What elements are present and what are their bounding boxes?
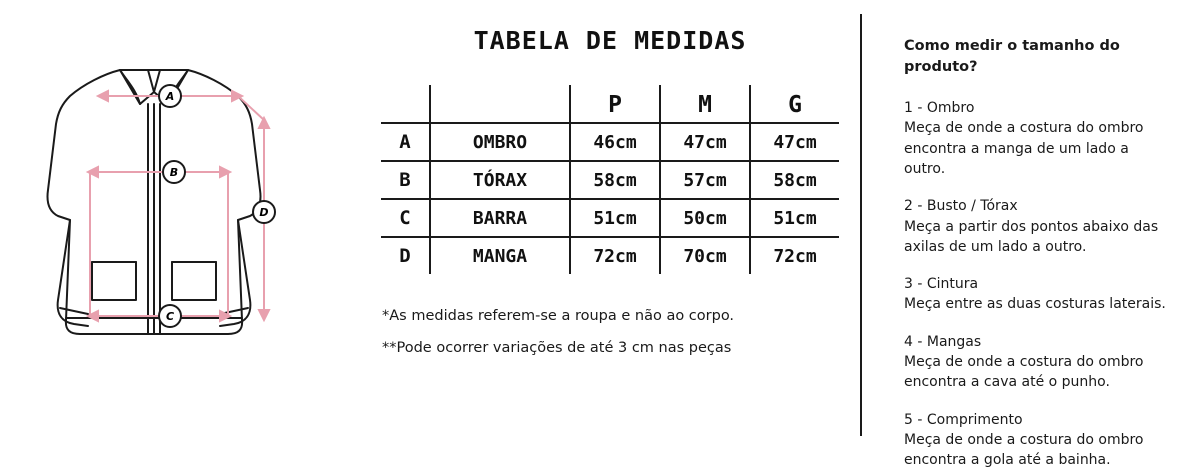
howto-description-mangas: Meça de onde a costura do ombro encontra a cava até o punho.	[904, 354, 1144, 391]
howto-item-ombro	[904, 98, 1170, 179]
cell-barra-g: 51cm	[750, 199, 839, 237]
table-row	[381, 123, 839, 161]
row-name-barra: BARRA	[430, 199, 570, 237]
size-header-g: G	[750, 85, 839, 123]
note-measurements-garment: *As medidas referem-se a roupa e não ao corpo.	[382, 308, 735, 324]
cell-ombro-g: 47cm	[750, 123, 839, 161]
table-corner-cell	[381, 85, 430, 123]
cell-manga-p: 72cm	[570, 237, 660, 274]
howto-heading-ombro: 1 - Ombro	[904, 100, 975, 117]
howto-item-cintura	[904, 274, 1170, 315]
size-table	[381, 85, 839, 274]
cell-torax-p: 58cm	[570, 161, 660, 199]
howto-heading-cintura: 3 - Cintura	[904, 276, 979, 293]
garment-illustration	[0, 0, 360, 450]
cell-barra-m: 50cm	[660, 199, 750, 237]
table-measure-header	[430, 85, 570, 123]
row-letter-a: A	[381, 123, 430, 161]
howto-heading-busto: 2 - Busto / Tórax	[904, 198, 1018, 215]
cell-torax-m: 57cm	[660, 161, 750, 199]
row-name-ombro: OMBRO	[430, 123, 570, 161]
row-letter-d: D	[381, 237, 430, 274]
size-header-p: P	[570, 85, 660, 123]
howto-description-ombro: Meça de onde a costura do ombro encontra a manga de um lado a outro.	[904, 120, 1144, 177]
marker-letter-c: C	[165, 310, 175, 323]
marker-letter-b: B	[169, 166, 179, 179]
table-row	[381, 199, 839, 237]
page-title: TABELA DE MEDIDAS	[473, 26, 747, 55]
howto-heading-comprimento: 5 - Comprimento	[904, 411, 1023, 428]
howto-description-busto: Meça a partir dos pontos abaixo das axilas de um lado a outro.	[904, 218, 1159, 255]
row-letter-b: B	[381, 161, 430, 199]
howto-item-mangas	[904, 332, 1170, 393]
howto-description-comprimento: Meça de onde a costura do ombro encontra a gola até a bainha.	[904, 431, 1144, 469]
cell-ombro-p: 46cm	[570, 123, 660, 161]
note-tolerance: **Pode ocorrer variações de até 3 cm nas peças	[382, 340, 732, 356]
table-notes	[382, 308, 860, 356]
how-to-measure-panel	[860, 0, 1200, 469]
how-to-measure-title: Como medir o tamanho do produto?	[904, 38, 1120, 76]
howto-description-cintura: Meça entre as duas costuras laterais.	[904, 296, 1166, 313]
size-header-m: M	[660, 85, 750, 123]
table-row	[381, 237, 839, 274]
howto-item-busto	[904, 196, 1170, 257]
cell-barra-p: 51cm	[570, 199, 660, 237]
howto-item-comprimento	[904, 410, 1170, 470]
table-row	[381, 161, 839, 199]
howto-heading-mangas: 4 - Mangas	[904, 333, 982, 350]
marker-letter-a: A	[165, 90, 175, 103]
table-header-row	[381, 85, 839, 123]
row-name-torax: TÓRAX	[430, 161, 570, 199]
marker-letter-d: D	[259, 206, 269, 219]
cell-ombro-m: 47cm	[660, 123, 750, 161]
cell-manga-g: 72cm	[750, 237, 839, 274]
cell-torax-g: 58cm	[750, 161, 839, 199]
row-letter-c: C	[381, 199, 430, 237]
measurements-panel	[360, 0, 860, 450]
cell-manga-m: 70cm	[660, 237, 750, 274]
vertical-divider	[860, 14, 862, 436]
row-name-manga: MANGA	[430, 237, 570, 274]
